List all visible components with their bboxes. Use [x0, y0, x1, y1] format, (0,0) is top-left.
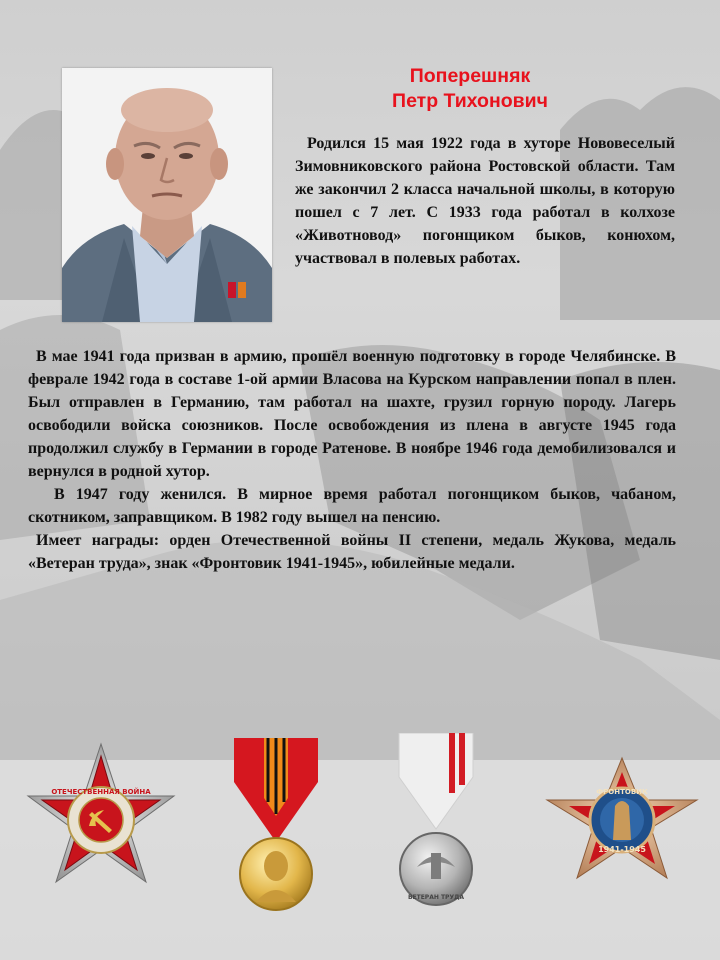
biography-paragraph-war: В мае 1941 года призван в армию, прошёл военную подготовку в городе Челябинске. В феврале 1942 года в составе 1-ой армии Власова на Курском направлении попал в плен. Был отправлен в Германию, там работал на шахте, грузил горную породу. Лагерь освободили войска союзников. После освобождения из плена в августе 1945 года продолжил службу в Германии в городе Ратенове. В ноябре 1946 года демобилизовался и вернулся в родной хутор.	[28, 348, 676, 480]
portrait-illustration	[62, 68, 272, 322]
person-name-title	[340, 64, 600, 114]
biography-intro: Родился 15 мая 1922 года в хуторе Нововеселый Зимовниковского района Ростовской области. Там же закончил 2 класса начальной школы, в которую пошел с 7 лет. С 1933 года работал в колхозе «Животновод» погонщиком быков, конюхом, участвовал в полевых работах.	[295, 135, 675, 267]
order-patriotic-war	[26, 742, 176, 892]
portrait-photo	[62, 68, 272, 322]
frontovik-inscription: ФРОНТОВИК	[596, 788, 648, 796]
labor-veteran-inscription: ВЕТЕРАН ТРУДА	[407, 894, 465, 901]
order-inscription: ОТЕЧЕСТВЕННАЯ ВОЙНА	[51, 788, 151, 796]
biography-paragraph-postwar: В 1947 году женился. В мирное время работал погонщиком быков, чабаном, скотником, заправщиком. В 1982 году вышел на пенсию.	[28, 486, 676, 526]
frontovik-years: 1941-1945	[598, 845, 646, 854]
zhukov-medal	[228, 738, 324, 914]
frontovik-badge	[543, 756, 701, 880]
biography-paragraph-awards: Имеет награды: орден Отечественной войны II степени, медаль Жукова, медаль «Ветеран труда», знак «Фронтовик 1941-1945», юбилейные медали.	[28, 532, 676, 572]
person-surname: Поперешняк	[409, 65, 531, 87]
biography-main	[28, 345, 676, 575]
person-given-names: Петр Тихонович	[392, 90, 548, 112]
labor-veteran-medal	[393, 733, 479, 909]
